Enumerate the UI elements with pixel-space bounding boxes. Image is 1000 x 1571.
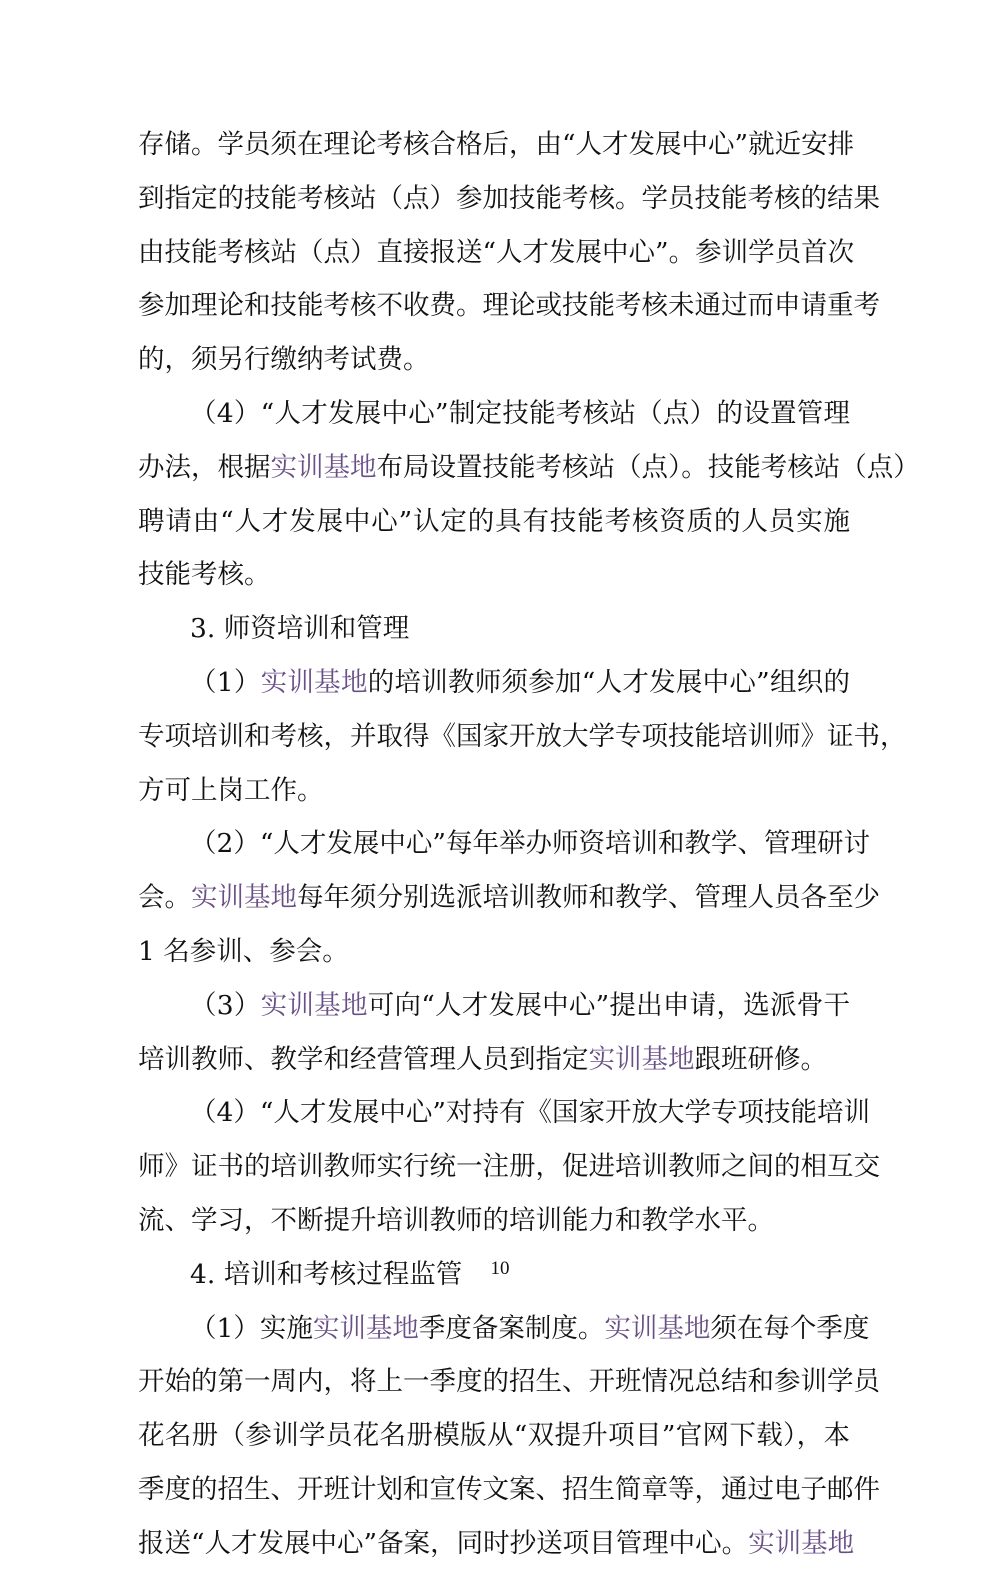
text-line <box>138 925 850 979</box>
text-segment: 聘请由“人才发展中心”认定的具有技能考核资质的人员实施 <box>138 505 850 537</box>
text-line <box>138 1086 870 1140</box>
text-line <box>138 764 850 818</box>
text-segment: （3） <box>190 989 261 1021</box>
highlighted-term: 实训基地 <box>191 882 297 914</box>
text-segment: 花名册（参训学员花名册模版从“双提升项目”官网下载），本 <box>138 1420 850 1452</box>
text-line <box>138 1194 850 1248</box>
text-segment: 可向“人才发展中心”提出申请，选派骨干 <box>367 989 850 1021</box>
text-segment: （1）实施 <box>190 1312 313 1344</box>
text-line <box>138 387 850 441</box>
text-line <box>138 1302 870 1356</box>
text-segment: 3. 师资培训和管理 <box>190 613 410 645</box>
text-segment: 方可上岗工作。 <box>138 774 324 806</box>
text-segment: 由技能考核站（点）直接报送“人才发展中心”。参训学员首次 <box>138 236 855 268</box>
highlighted-term: 实训基地 <box>260 666 368 698</box>
text-segment: （2）“人才发展中心”每年举办师资培训和教学、管理研讨 <box>190 828 870 860</box>
text-segment: 4. 培训和考核过程监管 <box>190 1258 463 1290</box>
text-line <box>138 1355 880 1409</box>
text-segment: 到指定的技能考核站（点）参加技能考核。学员技能考核的结果 <box>138 182 880 214</box>
text-line <box>138 118 855 172</box>
text-segment: （1） <box>190 666 261 698</box>
text-segment: 开始的第一周内，将上一季度的招生、开班情况总结和参训学员 <box>138 1366 880 1398</box>
highlighted-term: 实训基地 <box>748 1527 855 1559</box>
text-line <box>138 656 850 710</box>
body-text <box>138 118 920 1571</box>
text-segment: 的培训教师须参加“人才发展中心”组织的 <box>367 666 850 698</box>
text-segment: 季度的招生、开班计划和宣传文案、招生简章等，通过电子邮件 <box>138 1473 880 1505</box>
text-line <box>138 817 870 871</box>
text-segment: 技能考核。 <box>138 559 271 591</box>
text-line <box>138 1033 850 1087</box>
text-line <box>138 871 880 925</box>
text-segment: 参加理论和技能考核不收费。理论或技能考核未通过而申请重考 <box>138 290 880 322</box>
text-line <box>138 1517 855 1571</box>
text-segment: 会。 <box>138 882 191 914</box>
highlighted-term: 实训基地 <box>588 1043 695 1075</box>
text-segment: 须在每个季度 <box>710 1312 870 1344</box>
text-segment: 报送“人才发展中心”备案，同时抄送项目管理中心。 <box>138 1527 749 1559</box>
highlighted-term: 实训基地 <box>270 451 377 483</box>
text-segment: 跟班研修。 <box>694 1043 827 1075</box>
text-segment: 培训教师、教学和经营管理人员到指定 <box>138 1043 589 1075</box>
text-segment: 流、学习，不断提升培训教师的培训能力和教学水平。 <box>138 1204 774 1236</box>
text-segment: 1 名参训、参会。 <box>138 935 349 967</box>
page-number: 10 <box>490 1258 510 1279</box>
text-segment: 的，须另行缴纳考试费。 <box>138 344 430 376</box>
text-segment: （4）“人才发展中心”制定技能考核站（点）的设置管理 <box>190 397 850 429</box>
text-line <box>138 1463 880 1517</box>
text-segment: 办法，根据 <box>138 451 271 483</box>
text-segment: 季度备案制度。 <box>418 1312 605 1344</box>
highlighted-term: 实训基地 <box>260 989 368 1021</box>
text-segment: 布局设置技能考核站（点）。技能考核站（点） <box>376 451 920 483</box>
text-line <box>138 1409 850 1463</box>
text-segment: 每年须分别选派培训教师和教学、管理人员各至少 <box>297 882 880 914</box>
text-line <box>138 226 855 280</box>
text-segment: （4）“人才发展中心”对持有《国家开放大学专项技能培训 <box>190 1097 870 1129</box>
text-segment: 专项培训和考核，并取得《国家开放大学专项技能培训师》证书， <box>138 720 907 752</box>
text-line <box>138 333 850 387</box>
text-line <box>138 979 850 1033</box>
highlighted-term: 实训基地 <box>604 1312 711 1344</box>
text-line <box>138 710 907 764</box>
text-line <box>138 602 850 656</box>
text-segment: 师》证书的培训教师实行统一注册，促进培训教师之间的相互交 <box>138 1151 880 1183</box>
text-line <box>138 279 880 333</box>
text-line <box>138 441 920 495</box>
text-line <box>138 548 850 602</box>
text-line <box>138 495 850 549</box>
highlighted-term: 实训基地 <box>312 1312 419 1344</box>
text-line <box>138 172 880 226</box>
text-segment: 存储。学员须在理论考核合格后，由“人才发展中心”就近安排 <box>138 129 855 160</box>
text-line <box>138 1140 880 1194</box>
